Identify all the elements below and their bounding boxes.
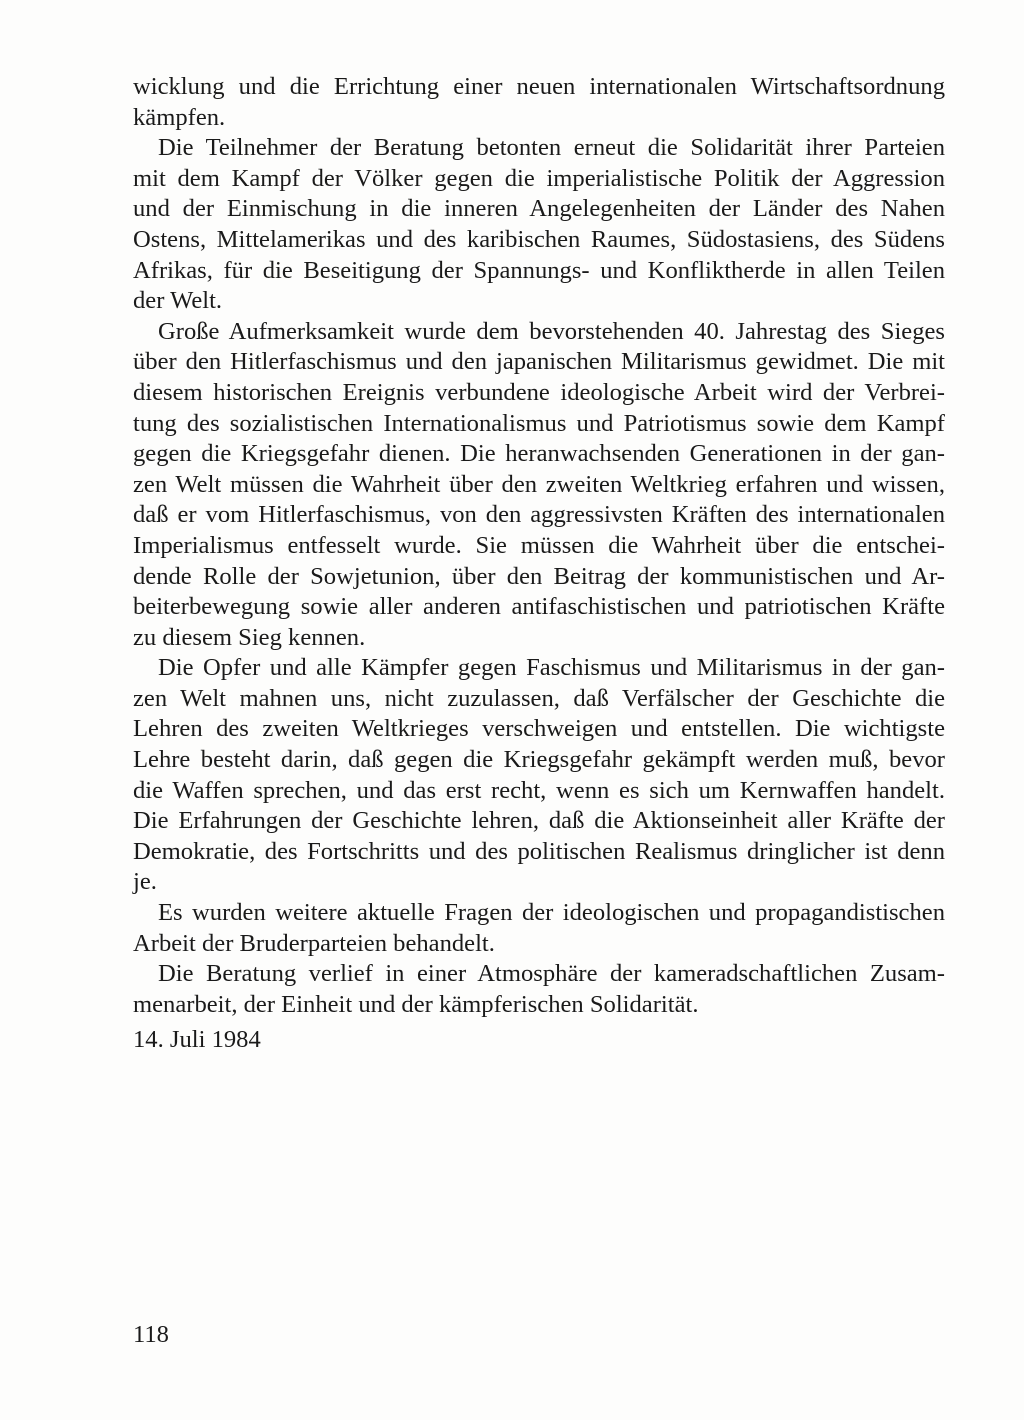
text-line: Lehre besteht darin, daß gegen die Kriegsgefahr gekämpft werden muß, bevor [133,746,945,774]
text-line: der Welt. [133,287,223,315]
text-line: beiterbewegung sowie aller anderen antifaschistischen und patriotischen Kräfte [133,593,945,621]
text-line: Es wurden weitere aktuelle Fragen der ideologischen und propagandistischen [158,899,945,927]
text-line: Lehren des zweiten Weltkrieges verschweigen und entstellen. Die wichtigste [133,715,945,743]
text-line: dende Rolle der Sowjetunion, über den Beitrag der kommunistischen und Ar- [133,562,945,590]
text-line: zen Welt mahnen uns, nicht zuzulassen, daß Verfälscher der Geschichte die [133,684,945,712]
text-line: zen Welt müssen die Wahrheit über den zweiten Weltkrieg erfahren und wissen, [133,470,945,498]
text-line: kämpfen. [133,103,226,131]
date-line: 14. Juli 1984 [133,1026,261,1053]
text-line: Imperialismus entfesselt wurde. Sie müssen die Wahrheit über die entschei- [133,531,945,559]
text-line: und der Einmischung in die inneren Angelegenheiten der Länder des Nahen [133,195,945,223]
text-line: Die Opfer und alle Kämpfer gegen Faschismus und Militarismus in der gan- [158,654,945,682]
text-line: je. [133,868,157,896]
page-number: 118 [133,1321,169,1348]
text-line: wicklung und die Errichtung einer neuen internationalen Wirtschaftsordnung [133,73,945,100]
text-line: mit dem Kampf der Völker gegen die imperialistische Politik der Aggression [133,164,945,192]
text-line: Große Aufmerksamkeit wurde dem bevorstehenden 40. Jahrestag des Sieges [158,317,945,345]
text-line: Arbeit der Bruderparteien behandelt. [133,929,495,957]
text-line: Die Beratung verlief in einer Atmosphäre der kameradschaftlichen Zusam- [158,960,945,988]
body-text [133,72,945,1020]
text-line: zu diesem Sieg kennen. [133,623,366,651]
text-line: Ostens, Mittelamerikas und des karibischen Raumes, Südostasiens, des Südens [133,225,945,253]
text-line: über den Hitlerfaschismus und den japanischen Militarismus gewidmet. Die mit [133,348,945,376]
text-line: daß er vom Hitlerfaschismus, von den aggressivsten Kräften des internationalen [133,501,945,529]
text-line: menarbeit, der Einheit und der kämpferischen Solidarität. [133,990,699,1018]
text-line: tung des sozialistischen Internationalismus und Patriotismus sowie dem Kampf [133,409,945,437]
text-line: Afrikas, für die Beseitigung der Spannungs- und Konfliktherde in allen Teilen [133,256,945,284]
text-line: gegen die Kriegsgefahr dienen. Die heranwachsenden Generationen in der gan- [133,440,945,468]
text-line: Die Teilnehmer der Beratung betonten erneut die Solidarität ihrer Parteien [158,134,945,162]
text-line: die Waffen sprechen, und das erst recht, wenn es sich um Kernwaffen handelt. [133,776,945,804]
text-line: diesem historischen Ereignis verbundene ideologische Arbeit wird der Verbrei- [133,378,945,406]
text-line: Demokratie, des Fortschritts und des politischen Realismus dringlicher ist denn [133,837,945,865]
text-line: Die Erfahrungen der Geschichte lehren, daß die Aktionseinheit aller Kräfte der [133,807,945,835]
